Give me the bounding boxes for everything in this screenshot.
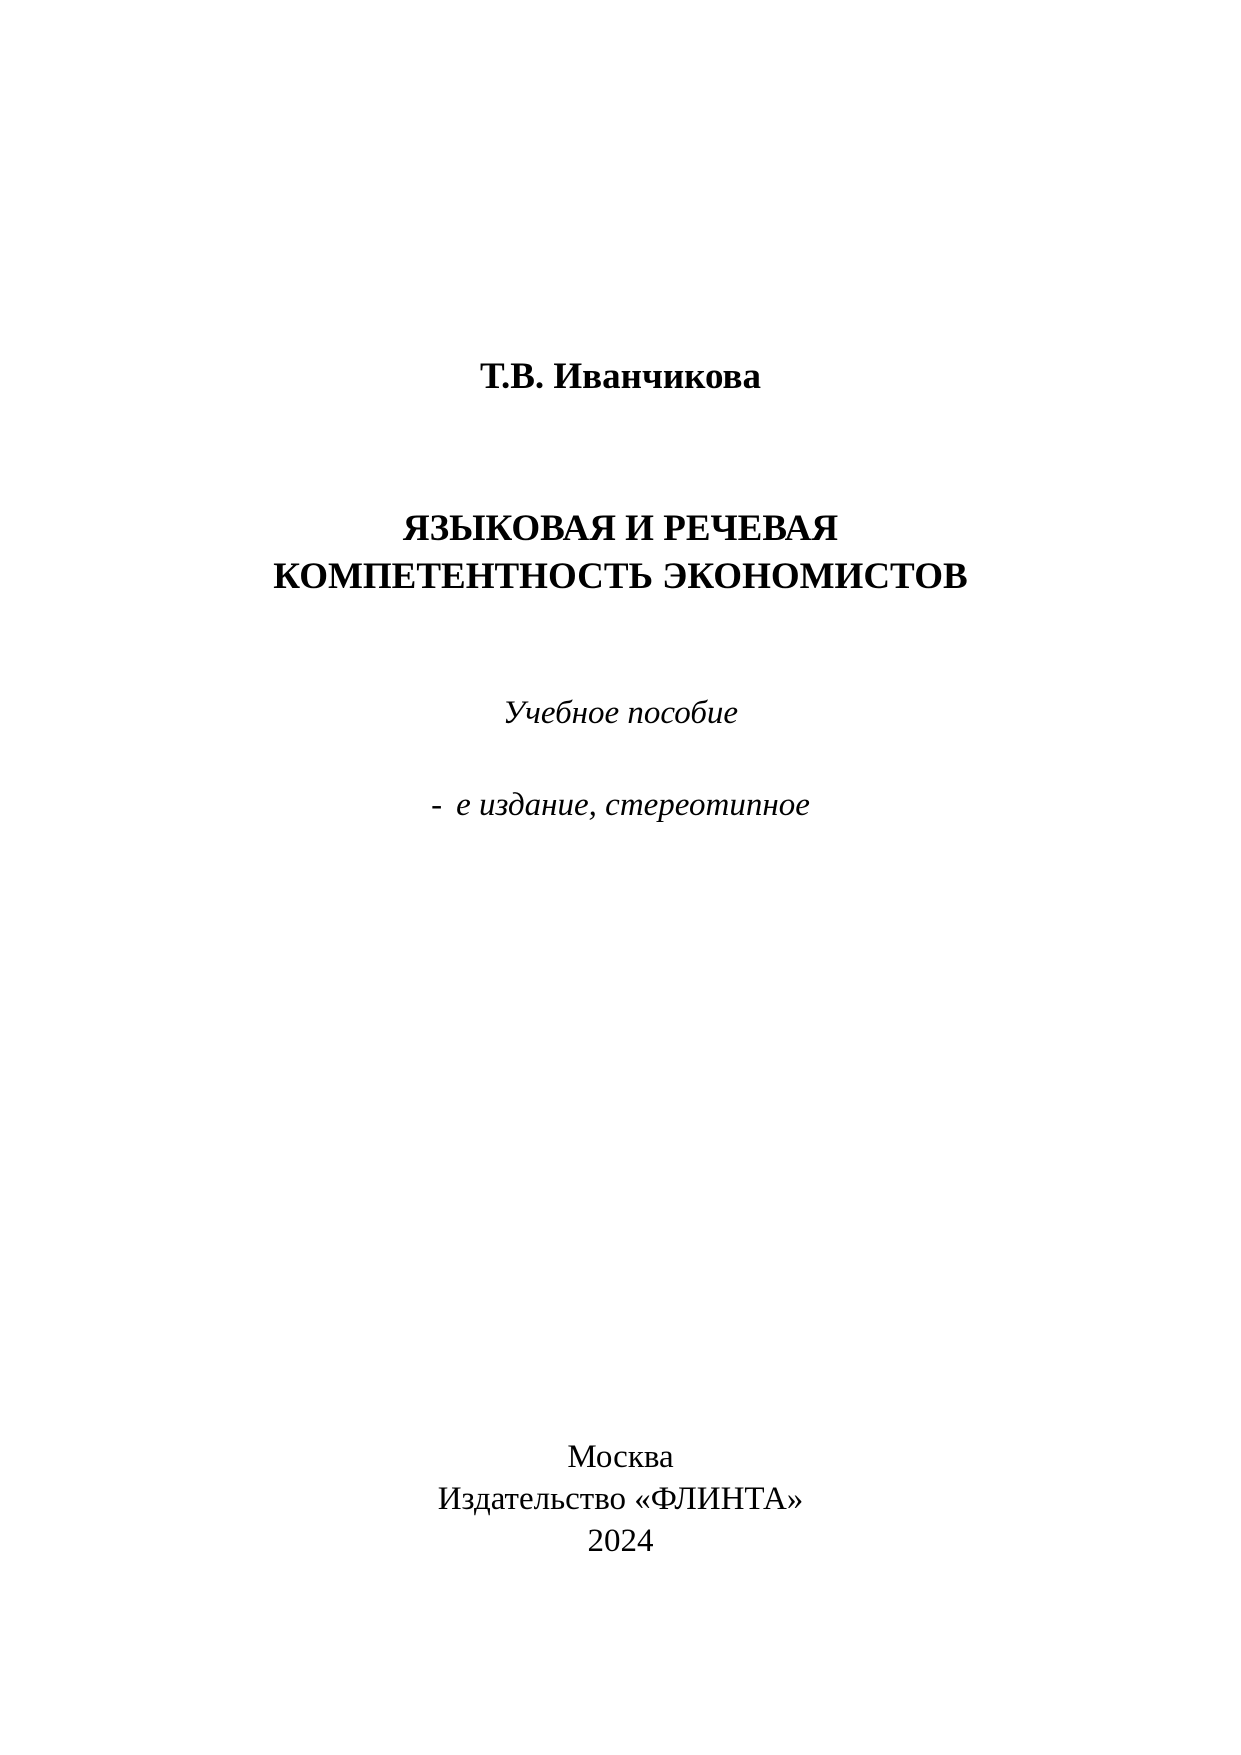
imprint-city: Москва: [567, 1439, 674, 1475]
book-title-line-1: ЯЗЫКОВАЯ И РЕЧЕВАЯ: [402, 508, 839, 549]
edition-note: [0, 785, 1241, 825]
imprint-year: 2024: [587, 1523, 654, 1559]
imprint: [0, 1436, 1241, 1562]
author-name: Т.В. Иванчикова: [479, 356, 762, 397]
edition-text: е издание, стереотипное: [456, 787, 810, 823]
imprint-publisher: Издательство «ФЛИНТА»: [437, 1481, 804, 1517]
book-title: [0, 505, 1241, 601]
book-title-line-2: КОМПЕТЕНТНОСТЬ ЭКОНОМИСТОВ: [273, 556, 968, 597]
book-type: Учебное пособие: [502, 695, 739, 731]
edition-dash: -: [431, 787, 443, 823]
